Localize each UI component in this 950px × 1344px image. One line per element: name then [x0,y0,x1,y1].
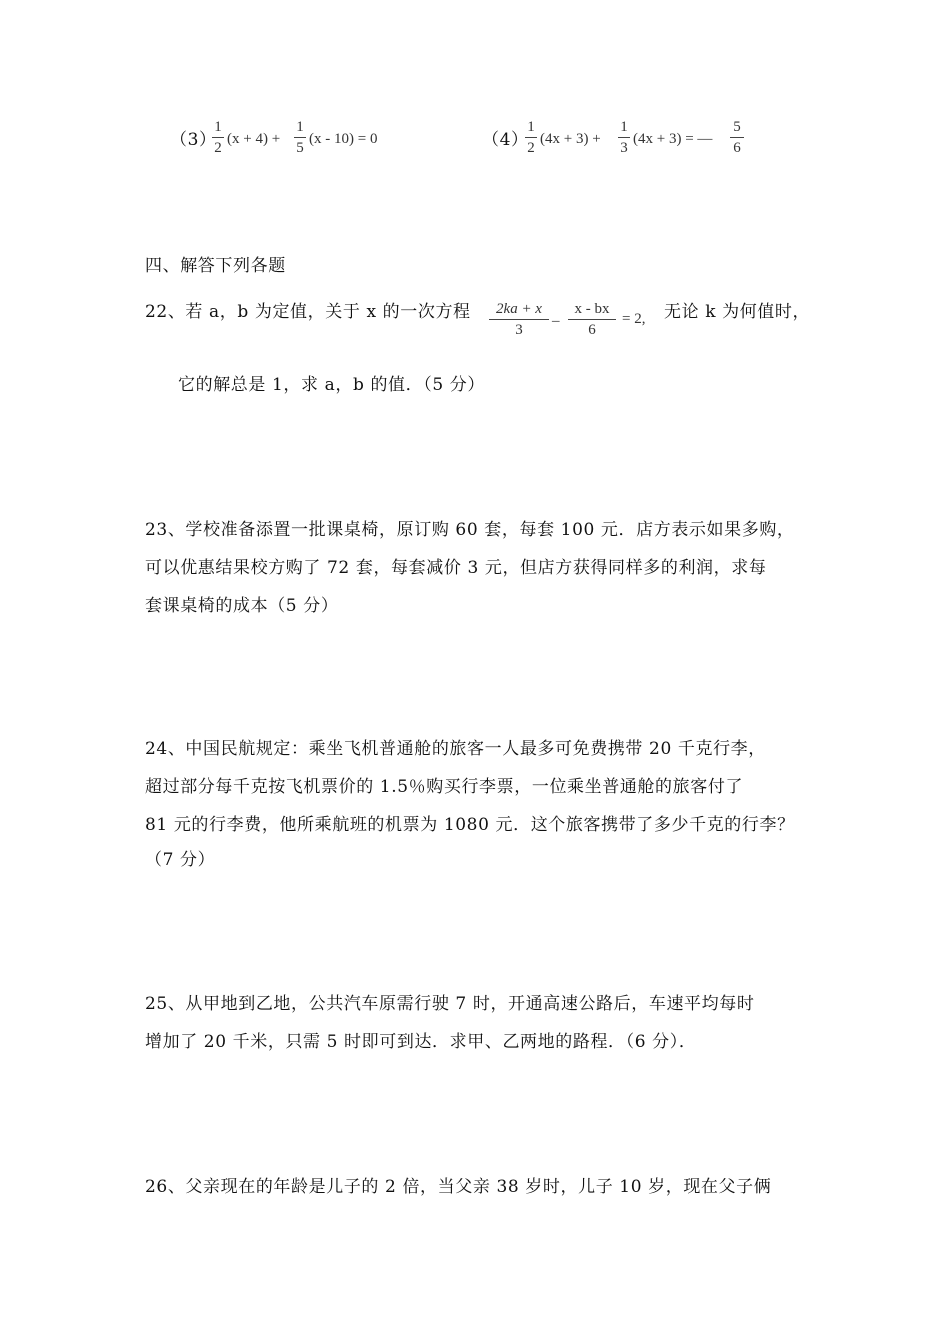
equation-4-label: （4） [482,130,529,150]
equation-4-part-2: (4x + 3) = — [633,131,713,147]
fraction-denominator: 3 [620,140,628,156]
fraction-numerator: 1 [296,119,304,135]
question-22-suffix: 无论 k 为何值时， [664,302,811,322]
section-title: 四、解答下列各题 [145,256,286,276]
question-26-line-1: 26、父亲现在的年龄是儿子的 2 倍，当父亲 38 岁时，儿子 10 岁，现在父子俩 [145,1177,772,1197]
question-22-fraction-1 [489,300,549,339]
question-23-line-3: 套课桌椅的成本（5 分） [145,596,339,616]
question-25-line-1: 25、从甲地到乙地，公共汽车原需行驶 7 时，开通高速公路后，车速平均每时 [145,994,755,1014]
equation-4-fraction-1 [525,118,537,157]
question-24-line-3: 81 元的行李费，他所乘航班的机票为 1080 元．这个旅客携带了多少千克的行李？ [145,815,795,835]
equation-3-part-1: (x + 4) + [227,131,281,147]
question-22-fraction-2 [568,300,616,339]
fraction-denominator: 2 [214,140,222,156]
question-25-line-2: 增加了 20 千米，只需 5 时即可到达．求甲、乙两地的路程．（6 分）． [145,1032,697,1052]
fraction-numerator: 2ka + x [496,301,542,317]
question-24-line-2: 超过部分每千克按飞机票价的 1.5％购买行李票，一位乘坐普通舱的旅客付了 [145,777,744,797]
question-23-line-1: 23、学校准备添置一批课桌椅，原订购 60 套，每套 100 元．店方表示如果多购， [145,520,795,540]
equation-4-part-1: (4x + 3) + [540,131,601,147]
question-22-equals: = 2, [622,311,646,327]
fraction-denominator: 6 [588,322,596,338]
fraction-denominator: 5 [296,140,304,156]
question-24-line-1: 24、中国民航规定：乘坐飞机普通舱的旅客一人最多可免费携带 20 千克行李， [145,739,766,759]
question-22-minus: _ [552,308,560,324]
question-22-prefix: 22、若 a，b 为定值，关于 x 的一次方程 [145,302,471,322]
fraction-numerator: 1 [620,119,628,135]
equation-3-fraction-2 [294,118,306,157]
fraction-numerator: 1 [527,119,535,135]
question-22-line-2: 它的解总是 1，求 a，b 的值．（5 分） [178,375,485,395]
fraction-denominator: 3 [515,322,523,338]
fraction-denominator: 2 [527,140,535,156]
equation-3-part-2: (x - 10) = 0 [309,131,378,147]
fraction-denominator: 6 [733,140,741,156]
equation-4-fraction-3 [730,118,744,157]
fraction-numerator: x - bx [574,301,610,317]
equation-3-fraction-1 [212,118,224,157]
equation-4-fraction-2 [618,118,630,157]
question-24-line-4: （7 分） [145,850,216,870]
fraction-numerator: 1 [214,119,222,135]
fraction-numerator: 5 [733,119,741,135]
equation-3-label: （3） [170,130,217,150]
question-23-line-2: 可以优惠结果校方购了 72 套，每套减价 3 元，但店方获得同样多的利润，求每 [145,558,767,578]
